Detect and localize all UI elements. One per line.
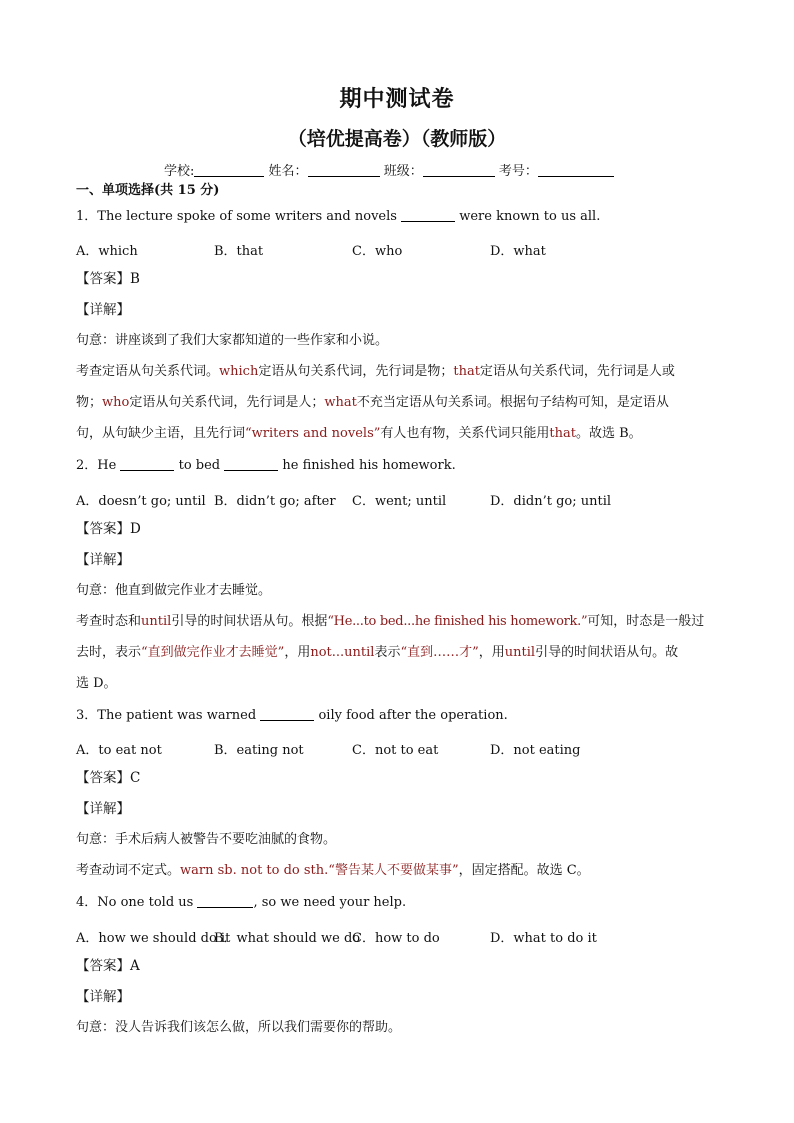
question-2-stem (76, 458, 456, 474)
question-1-stem (76, 209, 600, 225)
class-label: 班级： (383, 164, 423, 179)
name-label: 姓名： (268, 164, 308, 179)
exp-text: 物； (76, 395, 103, 410)
exp-keyword: which (219, 364, 259, 379)
exp-text: ，用 (284, 645, 311, 660)
question-3-option-d[interactable]: D．not eating (490, 743, 581, 758)
question-4-stem-b: , so we need your help. (253, 895, 407, 910)
exp-keyword: “writers and novels” (245, 426, 381, 441)
student-info-row (164, 160, 614, 179)
exp-text: 引导的时间状语从句。故 (535, 645, 679, 660)
section-heading: 一、单项选择(共 15 分) (76, 183, 220, 198)
exp-keyword: warn sb. not to do sth. (180, 863, 329, 878)
exp-text: ，用 (478, 645, 505, 660)
page-title: 期中测试卷 (339, 86, 455, 112)
question-2-option-c[interactable]: C．went; until (352, 494, 447, 509)
question-4-option-c[interactable]: C．how to do (352, 931, 440, 946)
school-label: 学校: (164, 164, 195, 179)
exp-text: 有人也有物，关系代词只能用 (380, 426, 550, 441)
question-2-explanation-line-1 (76, 614, 704, 630)
question-3-option-b[interactable]: B．eating not (214, 743, 304, 758)
exp-keyword: what (324, 395, 357, 410)
exp-keyword: until (504, 645, 536, 660)
name-blank[interactable] (308, 164, 380, 177)
question-3-stem-a: 3．The patient was warned (76, 708, 257, 723)
question-1-blank[interactable] (401, 209, 455, 222)
exp-keyword: “警告某人不要做某事” (328, 863, 459, 878)
question-1-answer: 【答案】B (76, 271, 140, 287)
page-subtitle: （培优提高卷）（教师版） (287, 128, 507, 150)
exp-text: 定语从句关系代词，先行词是人； (129, 395, 325, 410)
question-2-stem-c: he finished his homework. (282, 458, 456, 473)
question-2-stem-a: 2．He (76, 458, 117, 473)
question-2-option-d[interactable]: D．didn’t go; until (490, 494, 612, 509)
exp-text: 表示 (374, 645, 401, 660)
exp-keyword: not...until (310, 645, 375, 660)
question-3-explanation-line-1 (76, 863, 590, 879)
question-1-explanation-line-3 (76, 426, 642, 442)
question-2-blank-1[interactable] (120, 458, 174, 471)
question-3-detail-label: 【详解】 (76, 801, 130, 817)
question-1-option-b[interactable]: B．that (214, 244, 264, 259)
exp-keyword: “直到做完作业才去睡觉” (141, 645, 285, 660)
exp-keyword: who (102, 395, 130, 410)
question-2-option-a[interactable]: A．doesn’t go; until (76, 494, 206, 509)
question-1-option-d[interactable]: D．what (490, 244, 546, 259)
question-4-detail-label: 【详解】 (76, 989, 130, 1005)
question-2-detail-label: 【详解】 (76, 552, 130, 568)
question-1-stem-b: were known to us all. (459, 209, 601, 224)
question-4-option-d[interactable]: D．what to do it (490, 931, 597, 946)
number-blank[interactable] (538, 164, 614, 177)
question-1-option-c[interactable]: C．who (352, 244, 403, 259)
question-3-meaning: 句意：手术后病人被警告不要吃油腻的食物。 (76, 832, 337, 847)
question-3-blank[interactable] (260, 708, 314, 721)
question-2-blank-2[interactable] (224, 458, 278, 471)
exp-text: 去时，表示 (76, 645, 142, 660)
exp-text: 定语从句关系代词，先行词是物； (258, 364, 454, 379)
question-1-explanation-line-1 (76, 364, 675, 380)
exp-keyword: that (453, 364, 480, 379)
school-blank[interactable] (194, 164, 264, 177)
question-1-explanation-line-2 (76, 395, 669, 411)
question-3-stem (76, 708, 508, 724)
question-2-answer: 【答案】D (76, 521, 141, 537)
question-1-stem-a: 1．The lecture spoke of some writers and novels (76, 209, 397, 224)
question-1-meaning: 句意：讲座谈到了我们大家都知道的一些作家和小说。 (76, 333, 389, 348)
exp-text: 。故选 B。 (575, 426, 642, 441)
question-3-option-a[interactable]: A．to eat not (76, 743, 162, 758)
exp-keyword: “直到……才” (400, 645, 479, 660)
question-2-explanation-line-3: 选 D。 (76, 676, 117, 691)
question-4-meaning: 句意：没人告诉我们该怎么做，所以我们需要你的帮助。 (76, 1020, 402, 1035)
question-4-option-a[interactable]: A．how we should do it (76, 931, 231, 946)
exp-keyword: “He...to bed...he finished his homework.” (327, 614, 588, 629)
exp-text: ，固定搭配。故选 C。 (458, 863, 590, 878)
exp-text: 不充当定语从句关系词。根据句子结构可知，是定语从 (356, 395, 669, 410)
question-3-option-c[interactable]: C．not to eat (352, 743, 439, 758)
exp-text: 定语从句关系代词，先行词是人或 (479, 364, 675, 379)
question-3-answer: 【答案】C (76, 770, 141, 786)
question-4-blank[interactable] (197, 895, 253, 908)
question-2-option-b[interactable]: B．didn’t go; after (214, 494, 336, 509)
exp-text: 引导的时间状语从句。根据 (171, 614, 328, 629)
question-4-stem-a: 4．No one told us (76, 895, 194, 910)
class-blank[interactable] (423, 164, 495, 177)
question-4-option-b[interactable]: B．what should we do (214, 931, 361, 946)
exp-text: 句，从句缺少主语，且先行词 (76, 426, 246, 441)
question-3-stem-b: oily food after the operation. (318, 708, 508, 723)
question-2-stem-b: to bed (178, 458, 221, 473)
exp-keyword: that (549, 426, 576, 441)
number-label: 考号： (498, 164, 538, 179)
question-2-explanation-line-2 (76, 645, 678, 661)
question-4-stem (76, 895, 406, 911)
exp-text: 可知，时态是一般过 (587, 614, 705, 629)
question-4-answer: 【答案】A (76, 958, 140, 974)
question-1-option-a[interactable]: A．which (76, 244, 138, 259)
question-2-meaning: 句意：他直到做完作业才去睡觉。 (76, 583, 272, 598)
question-1-detail-label: 【详解】 (76, 302, 130, 318)
exp-text: 考查动词不定式。 (76, 863, 181, 878)
exp-text: 考查定语从句关系代词。 (76, 364, 220, 379)
exp-text: 考查时态和 (76, 614, 142, 629)
exp-keyword: until (141, 614, 172, 629)
